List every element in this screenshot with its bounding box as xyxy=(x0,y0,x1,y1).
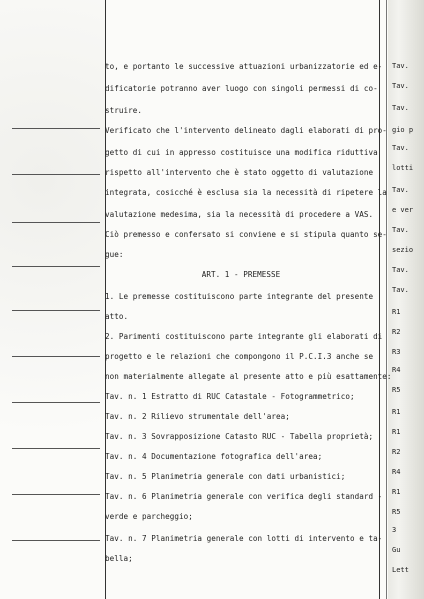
margin-rule xyxy=(12,128,100,129)
body-line: valutazione medesima, sia la necessità di procedere a VAS. xyxy=(105,210,374,219)
article-line: 1. Le premesse costituiscono parte integrante del presente xyxy=(105,292,374,301)
margin-note: Tav. xyxy=(392,62,409,70)
margin-rule xyxy=(12,356,100,357)
margin-rule xyxy=(12,402,100,403)
tav-item: Tav. n. 3 Sovrapposizione Catasto RUC - Tabella proprietà; xyxy=(105,432,374,441)
article-line: non materialmente allegate al presente atto e più esattamente: xyxy=(105,372,392,381)
margin-note: R4 xyxy=(392,468,401,476)
right-margin-rule xyxy=(379,0,380,599)
tav-item: Tav. n. 4 Documentazione fotografica dell'area; xyxy=(105,452,323,461)
page-edge-rule xyxy=(386,0,387,599)
margin-note: R4 xyxy=(392,366,401,374)
margin-note: R1 xyxy=(392,408,401,416)
article-line: 2. Parimenti costituiscono parte integrante gli elaborati di xyxy=(105,332,383,341)
tav-item: Tav. n. 2 Rilievo strumentale dell'area; xyxy=(105,412,290,421)
margin-rule xyxy=(12,174,100,175)
margin-note: gio p xyxy=(392,126,414,134)
margin-rule xyxy=(12,540,100,541)
margin-note: Tav. xyxy=(392,186,409,194)
margin-rule xyxy=(12,310,100,311)
tav-item: bella; xyxy=(105,554,133,563)
body-line: struire. xyxy=(105,106,142,115)
margin-rule xyxy=(12,222,100,223)
margin-note: Tav. xyxy=(392,104,409,112)
body-line: integrata, cosicché è esclusa sia la necessità di ripetere la xyxy=(105,188,387,197)
margin-note: Gu xyxy=(392,546,401,554)
margin-note: sezio xyxy=(392,246,414,254)
margin-rule xyxy=(12,448,100,449)
margin-note: Tav. xyxy=(392,286,409,294)
margin-note: R1 xyxy=(392,308,401,316)
margin-rule xyxy=(12,266,100,267)
margin-note: R3 xyxy=(392,348,401,356)
article-heading: ART. 1 - PREMESSE xyxy=(201,270,281,279)
tav-item: Tav. n. 1 Estratto di RUC Catastale - Fotogrammetrico; xyxy=(105,392,355,401)
margin-note: e ver xyxy=(392,206,414,214)
body-line: Verificato che l'intervento delineato dagli elaborati di pro- xyxy=(105,126,387,135)
body-line: dificatorie potranno aver luogo con singoli permessi di co- xyxy=(105,84,378,93)
tav-item: Tav. n. 7 Planimetria generale con lotti di intervento e ta- xyxy=(105,534,383,543)
margin-note: R5 xyxy=(392,386,401,394)
tav-item: Tav. n. 5 Planimetria generale con dati urbanistici; xyxy=(105,472,346,481)
margin-note: Tav. xyxy=(392,226,409,234)
body-line: getto di cui in appresso costituisce una modifica riduttiva xyxy=(105,148,378,157)
margin-note: Tav. xyxy=(392,82,409,90)
margin-note: R1 xyxy=(392,488,401,496)
left-margin-area xyxy=(0,0,105,599)
margin-note: R5 xyxy=(392,508,401,516)
body-line: to, e portanto le successive attuazioni urbanizzatorie ed e- xyxy=(105,62,383,71)
article-line: progetto e le relazioni che compongono il P.C.I.3 anche se xyxy=(105,352,374,361)
margin-note: Tav. xyxy=(392,144,409,152)
body-line: gue: xyxy=(105,250,124,259)
margin-rule xyxy=(12,494,100,495)
body-line: rispetto all'intervento che è stato oggetto di valutazione xyxy=(105,168,374,177)
tav-item: verde e parcheggio; xyxy=(105,512,193,521)
margin-note: R2 xyxy=(392,448,401,456)
body-line: Ciò premesso e confersato si conviene e si stipula quanto se- xyxy=(105,230,387,239)
tav-item: Tav. n. 6 Planimetria generale con verifica degli standard - xyxy=(105,492,383,501)
margin-note: R1 xyxy=(392,428,401,436)
margin-note: R2 xyxy=(392,328,401,336)
margin-note: Lett xyxy=(392,566,409,574)
margin-note: 3 xyxy=(392,526,397,534)
margin-note: lotti xyxy=(392,164,414,172)
article-line: atto. xyxy=(105,312,129,321)
margin-note: Tav. xyxy=(392,266,409,274)
